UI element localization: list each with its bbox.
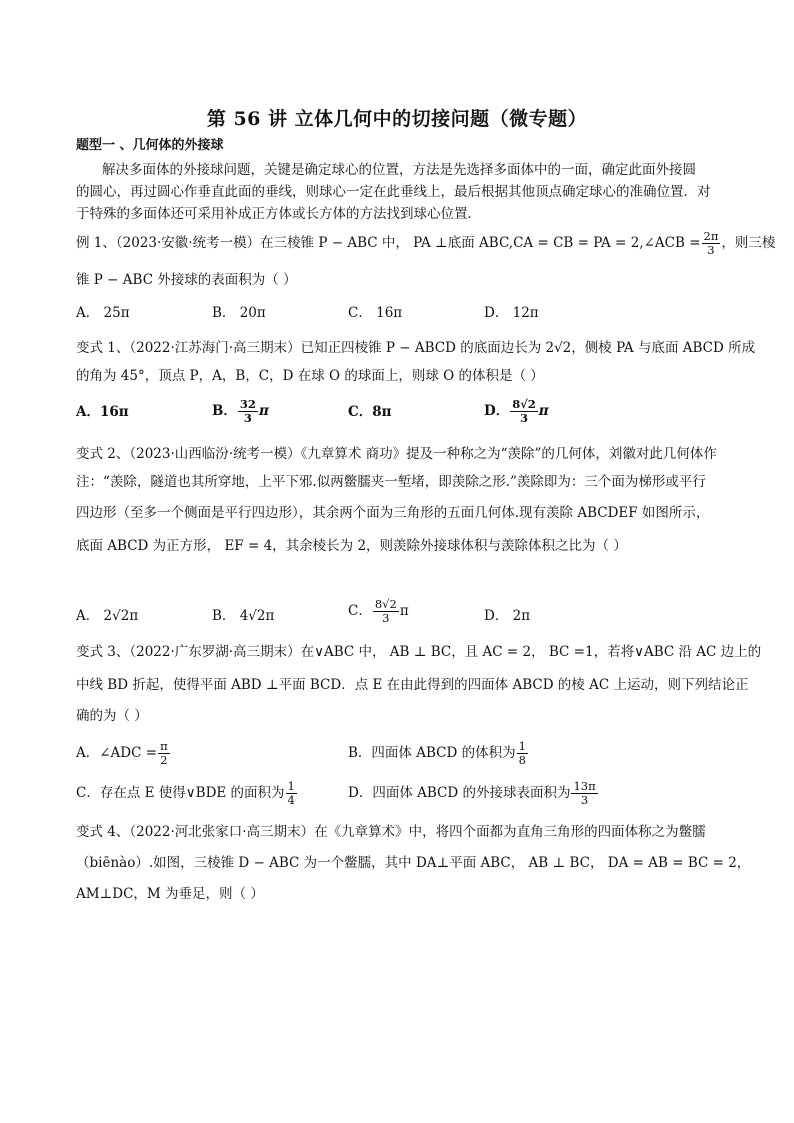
variant-4-line-2: （biēnào）.如图，三棱锥 D − ABC 为一个鳖臑，其中 DA⊥平面 ABC， AB ⊥ BC， DA = AB = BC = 2，: [76, 855, 751, 871]
fraction-numerator: 32: [239, 397, 256, 411]
variant-4-line-1: 变式 4、（2022·河北张家口·高三期末）在《九章算术》中，将四个面都为直角三角形的四面体称之为鳖臑: [76, 824, 706, 840]
option-label: B．四面体 ABCD 的体积为: [348, 745, 516, 761]
option-b-fraction: [517, 740, 528, 767]
fraction-denominator: 3: [707, 243, 715, 257]
option-suffix: π: [258, 403, 269, 419]
variant-3-line-3: 确的为（ ）: [76, 708, 148, 724]
option-suffix: π: [538, 403, 549, 419]
section-heading: 题型一 、几何体的外接球: [76, 138, 224, 153]
option-d-fraction: [510, 398, 538, 425]
fraction-numerator: 13π: [573, 779, 596, 793]
fraction-denominator: 3: [382, 611, 390, 625]
intro-line-2: 的圆心，再过圆心作垂直此面的垂线，则球心一定在此垂线上，最后根据其他顶点确定球心的准确位置．对: [76, 184, 711, 200]
intro-line-3: 于特殊的多面体还可采用补成正方体或长方体的方法找到球心位置．: [76, 206, 481, 222]
variant-2-option-c: [348, 598, 409, 625]
option-c-fraction: [286, 780, 297, 807]
variant-1-option-d: [484, 398, 549, 425]
fraction-denominator: 2: [160, 753, 168, 767]
variant-3-line-2: 中线 BD 折起，使得平面 ABD ⊥平面 BCD．点 E 在由此得到的四面体 ABCD 的棱 AC 上运动，则下列结论正: [76, 677, 749, 693]
page-title: 第 56 讲 立体几何中的切接问题（微专题）: [206, 108, 588, 130]
fraction-denominator: 3: [519, 411, 528, 425]
variant-2-option-d: D． 2π: [484, 608, 531, 624]
intro-line-1: 解决多面体的外接球问题，关键是确定球心的位置，方法是先选择多面体中的一面，确定此面外接圆: [102, 162, 696, 178]
fraction-denominator: 8: [518, 753, 526, 767]
example-1-fraction: [702, 230, 721, 257]
fraction-numerator: π: [160, 739, 168, 753]
variant-2-option-a: A． 2√2π: [76, 608, 139, 624]
option-a-fraction: [158, 740, 170, 767]
example-1-option-a: A． 25π: [76, 305, 130, 321]
variant-3-option-a: [76, 740, 171, 767]
variant-1-line-1: 变式 1、（2022·江苏海门·高三期末）已知正四棱锥 P − ABCD 的底面边长为 2√2，侧棱 PA 与底面 ABCD 所成: [76, 340, 756, 356]
option-label: C．存在点 E 使得∨BDE 的面积为: [76, 785, 285, 801]
variant-4-line-3: AM⊥DC，M 为垂足，则（ ）: [76, 886, 264, 902]
example-1-line-1: [76, 229, 776, 257]
variant-3-option-b: [348, 740, 529, 767]
example-1-line-2: 锥 P − ABC 外接球的表面积为（ ）: [76, 272, 297, 288]
variant-3-option-c: [76, 780, 298, 807]
variant-2-option-b: B． 4√2π: [212, 608, 275, 624]
fraction-denominator: 3: [580, 793, 589, 807]
option-d-fraction: [571, 780, 597, 807]
variant-2-line-2: 注：“羡除，隧道也其所穿地，上平下邪.似两鳖臑夹一堑堵，即羡除之形.”羡除即为：三个面为梯形或平行: [76, 474, 706, 490]
example-1-text-a: 例 1、（2023·安徽·统考一模）在三棱锥 P − ABC 中， PA ⊥底面 ABC,CA = CB = PA = 2,∠ACB =: [76, 235, 701, 251]
option-label: C．: [348, 603, 372, 619]
option-label: D．四面体 ABCD 的外接球表面积为: [348, 785, 571, 801]
variant-1-option-b: [212, 398, 269, 425]
variant-2-line-4: 底面 ABCD 为正方形， EF = 4，其余棱长为 2，则羡除外接球体积与羡除体积之比为（ ）: [76, 538, 627, 554]
fraction-numerator: 8√2: [374, 597, 397, 611]
option-label: D．: [484, 403, 510, 419]
option-b-fraction: [238, 398, 258, 425]
example-1-option-b: B． 20π: [212, 305, 266, 321]
variant-1-option-c: C．8π: [348, 404, 392, 420]
option-label: B．: [212, 403, 237, 419]
fraction-numerator: 8√2: [512, 397, 536, 411]
fraction-numerator: 2π: [703, 229, 719, 243]
variant-3-option-d: [348, 780, 599, 807]
fraction-numerator: 1: [287, 779, 295, 793]
variant-1-option-a: A．16π: [76, 404, 129, 420]
variant-2-line-1: 变式 2、（2023·山西临汾·统考一模）《九章算术 商功》提及一种称之为“羡除”的几何体，刘徽对此几何体作: [76, 446, 717, 462]
example-1-option-d: D． 12π: [484, 305, 539, 321]
option-label: A．∠ADC =: [76, 745, 158, 761]
option-c-fraction: [373, 598, 399, 625]
example-1-text-b: ，则三棱: [721, 235, 776, 251]
variant-1-line-2: 的角为 45°，顶点 P，A，B，C，D 在球 O 的球面上，则球 O 的体积是（ ）: [76, 368, 544, 384]
variant-3-line-1: 变式 3、（2022·广东罗湖·高三期末）在∨ABC 中， AB ⊥ BC，且 AC = 2， BC =1，若将∨ABC 沿 AC 边上的: [76, 644, 762, 660]
fraction-denominator: 4: [287, 793, 295, 807]
variant-2-line-3: 四边形（至多一个侧面是平行四边形），其余两个面为三角形的五面几何体.现有羡除 ABCDEF 如图所示，: [76, 505, 710, 521]
fraction-denominator: 3: [243, 411, 252, 425]
option-suffix: π: [399, 603, 409, 619]
fraction-numerator: 1: [518, 739, 526, 753]
example-1-option-c: C． 16π: [348, 305, 403, 321]
